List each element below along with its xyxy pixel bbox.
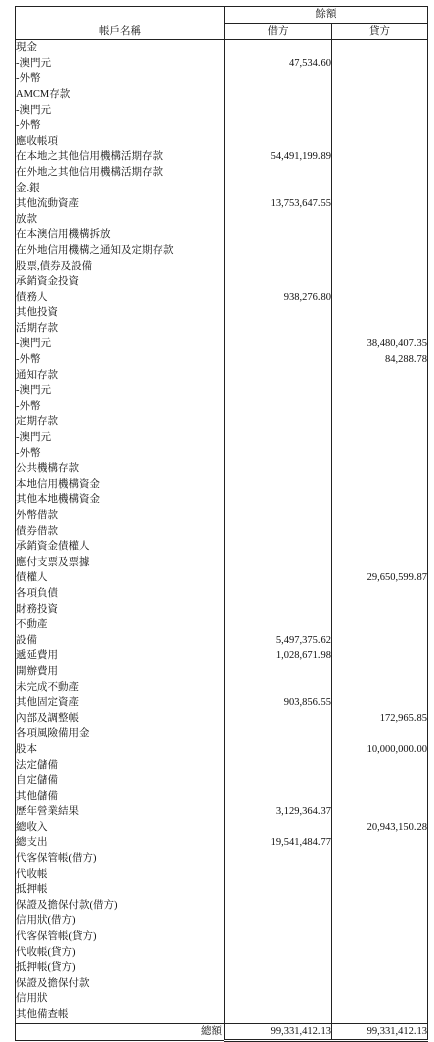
debit-value: [225, 243, 332, 259]
account-name: 信用狀: [16, 991, 225, 1007]
debit-value: [225, 461, 332, 477]
account-name: 抵押帳(貸方): [16, 960, 225, 976]
account-row: [16, 336, 428, 352]
credit-value: [332, 477, 428, 493]
credit-value: [332, 383, 428, 399]
account-row: [16, 321, 428, 337]
credit-value: [332, 508, 428, 524]
credit-value: 20,943,150.28: [332, 820, 428, 836]
debit-value: [225, 789, 332, 805]
account-row: [16, 648, 428, 664]
debit-value: [225, 976, 332, 992]
credit-value: [332, 321, 428, 337]
debit-value: [225, 399, 332, 415]
account-name: 應付支票及票據: [16, 555, 225, 571]
account-row: [16, 305, 428, 321]
debit-value: [225, 40, 332, 56]
account-row: [16, 539, 428, 555]
credit-value: [332, 492, 428, 508]
account-row: [16, 524, 428, 540]
account-name: 代收帳(貸方): [16, 945, 225, 961]
account-name: 抵押帳: [16, 882, 225, 898]
debit-value: [225, 87, 332, 103]
account-row: [16, 56, 428, 72]
account-name: 金.銀: [16, 181, 225, 197]
credit-value: [332, 430, 428, 446]
debit-value: 47,534.60: [225, 56, 332, 72]
debit-value: [225, 492, 332, 508]
credit-value: 172,965.85: [332, 711, 428, 727]
account-row: [16, 570, 428, 586]
credit-value: [332, 524, 428, 540]
account-name: 在本澳信用機構拆放: [16, 227, 225, 243]
credit-value: [332, 976, 428, 992]
account-row: [16, 695, 428, 711]
debit-value: 938,276.80: [225, 290, 332, 306]
account-name: 內部及調整帳: [16, 711, 225, 727]
account-row: [16, 461, 428, 477]
account-name: 其他儲備: [16, 789, 225, 805]
credit-header: 貸方: [332, 23, 428, 40]
credit-value: 29,650,599.87: [332, 570, 428, 586]
account-name: 活期存款: [16, 321, 225, 337]
debit-value: [225, 758, 332, 774]
account-row: [16, 913, 428, 929]
account-name: 股本: [16, 742, 225, 758]
debit-value: [225, 726, 332, 742]
debit-value: [225, 991, 332, 1007]
debit-header: 借方: [225, 23, 332, 40]
debit-value: [225, 617, 332, 633]
credit-value: [332, 664, 428, 680]
debit-value: [225, 336, 332, 352]
credit-value: [332, 40, 428, 56]
account-name: 開辦費用: [16, 664, 225, 680]
credit-value: [332, 960, 428, 976]
account-name-header: [16, 7, 225, 40]
account-name: 法定儲備: [16, 758, 225, 774]
account-row: [16, 711, 428, 727]
credit-value: [332, 726, 428, 742]
account-name: -外幣: [16, 118, 225, 134]
account-name: 設備: [16, 633, 225, 649]
credit-value: 84,288.78: [332, 352, 428, 368]
credit-value: [332, 835, 428, 851]
credit-value: [332, 851, 428, 867]
total-label: 總額: [16, 1023, 225, 1041]
credit-value: [332, 773, 428, 789]
debit-value: [225, 352, 332, 368]
account-row: [16, 758, 428, 774]
credit-value: [332, 181, 428, 197]
account-row: [16, 773, 428, 789]
debit-value: [225, 851, 332, 867]
account-name: 各項風險備用金: [16, 726, 225, 742]
account-row: [16, 165, 428, 181]
credit-value: [332, 804, 428, 820]
account-row: [16, 508, 428, 524]
account-row: [16, 368, 428, 384]
debit-value: [225, 586, 332, 602]
account-row: [16, 617, 428, 633]
credit-value: [332, 274, 428, 290]
debit-value: [225, 305, 332, 321]
credit-value: [332, 368, 428, 384]
account-name: 公共機構存款: [16, 461, 225, 477]
debit-value: [225, 508, 332, 524]
credit-value: [332, 399, 428, 415]
account-row: [16, 804, 428, 820]
account-name: 財務投資: [16, 602, 225, 618]
account-row: [16, 960, 428, 976]
debit-value: [225, 945, 332, 961]
account-row: [16, 976, 428, 992]
account-name: 本地信用機構資金: [16, 477, 225, 493]
debit-value: [225, 524, 332, 540]
account-name: 承銷資金投資: [16, 274, 225, 290]
credit-value: 10,000,000.00: [332, 742, 428, 758]
account-name: -外幣: [16, 446, 225, 462]
account-name: -澳門元: [16, 336, 225, 352]
credit-value: [332, 212, 428, 228]
account-name: 總收入: [16, 820, 225, 836]
account-row: [16, 414, 428, 430]
account-row: [16, 664, 428, 680]
debit-value: [225, 929, 332, 945]
credit-value: [332, 945, 428, 961]
account-name: -外幣: [16, 399, 225, 415]
account-name: 未完成不動產: [16, 680, 225, 696]
credit-value: [332, 539, 428, 555]
debit-value: [225, 430, 332, 446]
account-row: [16, 726, 428, 742]
account-row: [16, 1007, 428, 1023]
account-row: [16, 867, 428, 883]
account-name: 其他投資: [16, 305, 225, 321]
account-name: -澳門元: [16, 430, 225, 446]
account-rows: [16, 40, 428, 1023]
account-name: 代客保管帳(貸方): [16, 929, 225, 945]
account-row: [16, 212, 428, 228]
credit-value: [332, 118, 428, 134]
debit-value: [225, 913, 332, 929]
credit-value: [332, 103, 428, 119]
debit-value: [225, 134, 332, 150]
debit-value: [225, 274, 332, 290]
credit-value: [332, 695, 428, 711]
account-name: 各項負債: [16, 586, 225, 602]
account-name: 保證及擔保付款(借方): [16, 898, 225, 914]
account-name: 不動產: [16, 617, 225, 633]
debit-value: [225, 555, 332, 571]
account-name: 代客保管帳(借方): [16, 851, 225, 867]
account-row: [16, 633, 428, 649]
account-name: 在本地之其他信用機構活期存款: [16, 149, 225, 165]
credit-value: [332, 243, 428, 259]
account-row: [16, 446, 428, 462]
debit-value: [225, 212, 332, 228]
account-name: 總支出: [16, 835, 225, 851]
debit-value: [225, 181, 332, 197]
debit-value: [225, 118, 332, 134]
debit-value: [225, 321, 332, 337]
account-name: 外幣借款: [16, 508, 225, 524]
account-name: -外幣: [16, 352, 225, 368]
account-name: 債務人: [16, 290, 225, 306]
account-row: [16, 181, 428, 197]
credit-value: [332, 71, 428, 87]
account-name: -外幣: [16, 71, 225, 87]
debit-value: [225, 259, 332, 275]
account-row: [16, 134, 428, 150]
account-name: -澳門元: [16, 383, 225, 399]
account-row: [16, 274, 428, 290]
account-name: 遞延費用: [16, 648, 225, 664]
ledger-table: [15, 6, 428, 1042]
account-name: 歷年營業結果: [16, 804, 225, 820]
credit-value: [332, 446, 428, 462]
account-row: [16, 352, 428, 368]
account-name: 在外地信用機構之通知及定期存款: [16, 243, 225, 259]
credit-value: [332, 929, 428, 945]
account-name: 保證及擔保付款: [16, 976, 225, 992]
account-row: [16, 835, 428, 851]
credit-value: [332, 648, 428, 664]
debit-value: [225, 602, 332, 618]
account-row: [16, 290, 428, 306]
credit-value: [332, 617, 428, 633]
total-debit: 99,331,412.13: [225, 1023, 332, 1041]
account-row: [16, 851, 428, 867]
credit-value: [332, 1007, 428, 1023]
account-name: 現金: [16, 40, 225, 56]
credit-value: [332, 305, 428, 321]
debit-value: [225, 898, 332, 914]
account-name: 自定儲備: [16, 773, 225, 789]
account-row: [16, 602, 428, 618]
credit-value: 38,480,407.35: [332, 336, 428, 352]
account-name: AMCM存款: [16, 87, 225, 103]
debit-value: 903,856.55: [225, 695, 332, 711]
debit-value: [225, 1007, 332, 1023]
account-name: 在外地之其他信用機構活期存款: [16, 165, 225, 181]
debit-value: [225, 680, 332, 696]
credit-value: [332, 461, 428, 477]
account-name: 其他備查帳: [16, 1007, 225, 1023]
account-name: 通知存款: [16, 368, 225, 384]
account-row: [16, 196, 428, 212]
credit-value: [332, 259, 428, 275]
debit-value: [225, 570, 332, 586]
account-row: [16, 71, 428, 87]
account-row: [16, 555, 428, 571]
account-row: [16, 87, 428, 103]
account-row: [16, 103, 428, 119]
credit-value: [332, 56, 428, 72]
account-name: 承銷資金債權人: [16, 539, 225, 555]
credit-value: [332, 149, 428, 165]
account-name: 信用狀(借方): [16, 913, 225, 929]
debit-value: [225, 960, 332, 976]
account-row: [16, 40, 428, 56]
credit-value: [332, 680, 428, 696]
account-row: [16, 929, 428, 945]
debit-value: [225, 820, 332, 836]
debit-value: [225, 446, 332, 462]
credit-value: [332, 87, 428, 103]
account-name: 代收帳: [16, 867, 225, 883]
account-name: 股票,債券及設備: [16, 259, 225, 275]
header-row-1: [16, 7, 428, 24]
account-name: 定期存款: [16, 414, 225, 430]
debit-value: [225, 71, 332, 87]
debit-value: [225, 227, 332, 243]
debit-value: 5,497,375.62: [225, 633, 332, 649]
account-name: 債券借款: [16, 524, 225, 540]
account-row: [16, 492, 428, 508]
account-row: [16, 243, 428, 259]
total-credit: 99,331,412.13: [332, 1023, 428, 1041]
credit-value: [332, 882, 428, 898]
debit-value: [225, 711, 332, 727]
debit-value: [225, 882, 332, 898]
debit-value: 3,129,364.37: [225, 804, 332, 820]
account-row: [16, 882, 428, 898]
account-name: 其他固定資產: [16, 695, 225, 711]
account-name: -澳門元: [16, 56, 225, 72]
credit-value: [332, 898, 428, 914]
credit-value: [332, 913, 428, 929]
account-row: [16, 227, 428, 243]
account-row: [16, 430, 428, 446]
account-name-header-label: 帳戶名稱: [99, 25, 141, 37]
account-name: 應收帳項: [16, 134, 225, 150]
credit-value: [332, 991, 428, 1007]
credit-value: [332, 586, 428, 602]
account-row: [16, 118, 428, 134]
debit-value: [225, 742, 332, 758]
account-row: [16, 820, 428, 836]
debit-value: 1,028,671.98: [225, 648, 332, 664]
debit-value: [225, 867, 332, 883]
account-row: [16, 945, 428, 961]
credit-value: [332, 758, 428, 774]
credit-value: [332, 867, 428, 883]
account-row: [16, 742, 428, 758]
debit-value: [225, 368, 332, 384]
credit-value: [332, 789, 428, 805]
debit-value: [225, 165, 332, 181]
account-name: 其他流動資產: [16, 196, 225, 212]
total-row: [16, 1023, 428, 1041]
debit-value: [225, 664, 332, 680]
credit-value: [332, 602, 428, 618]
credit-value: [332, 633, 428, 649]
account-name: 放款: [16, 212, 225, 228]
debit-value: [225, 383, 332, 399]
credit-value: [332, 227, 428, 243]
debit-value: 13,753,647.55: [225, 196, 332, 212]
account-row: [16, 149, 428, 165]
debit-value: [225, 539, 332, 555]
account-row: [16, 383, 428, 399]
debit-value: 54,491,199.89: [225, 149, 332, 165]
credit-value: [332, 165, 428, 181]
account-row: [16, 680, 428, 696]
account-row: [16, 898, 428, 914]
account-row: [16, 259, 428, 275]
debit-value: 19,541,484.77: [225, 835, 332, 851]
account-row: [16, 991, 428, 1007]
debit-value: [225, 477, 332, 493]
credit-value: [332, 555, 428, 571]
credit-value: [332, 290, 428, 306]
balance-header: 餘額: [225, 7, 428, 24]
account-row: [16, 789, 428, 805]
debit-value: [225, 773, 332, 789]
account-name: -澳門元: [16, 103, 225, 119]
debit-value: [225, 414, 332, 430]
account-row: [16, 399, 428, 415]
credit-value: [332, 134, 428, 150]
account-name: 其他本地機構資金: [16, 492, 225, 508]
account-row: [16, 477, 428, 493]
credit-value: [332, 196, 428, 212]
credit-value: [332, 414, 428, 430]
account-name: 債權人: [16, 570, 225, 586]
account-row: [16, 586, 428, 602]
debit-value: [225, 103, 332, 119]
